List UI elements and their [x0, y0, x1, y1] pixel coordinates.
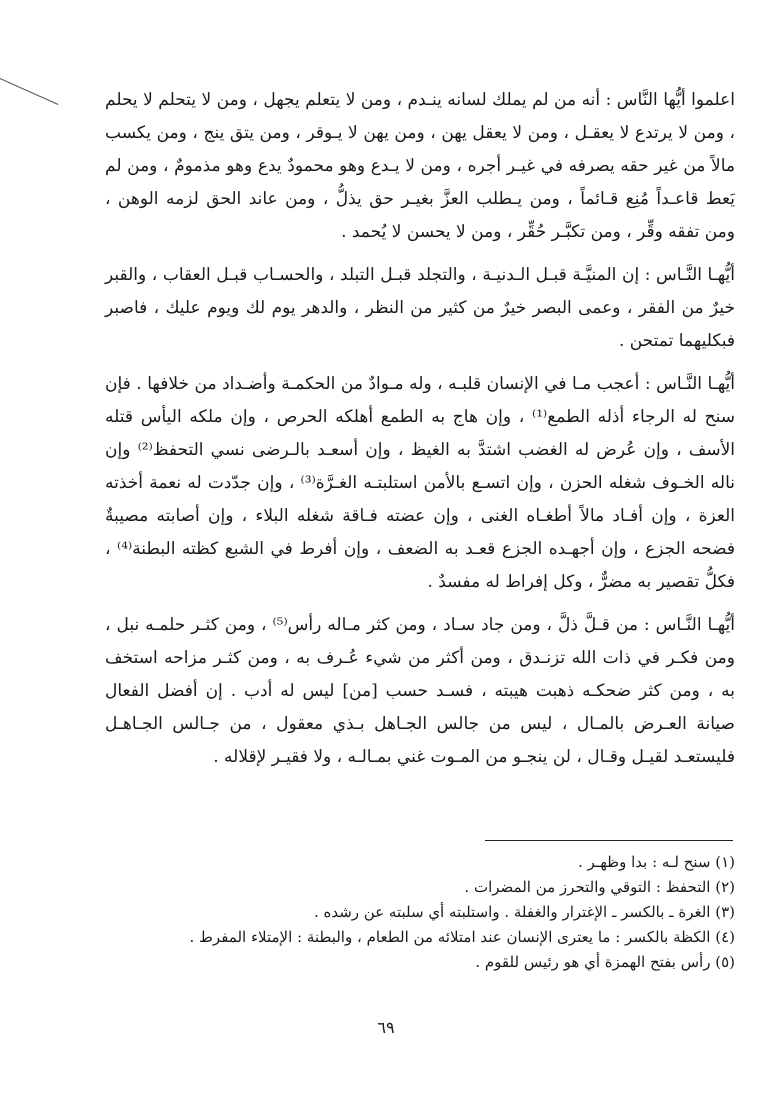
- paragraph-1: اعلموا أيُّها النَّاس : أنه من لم يملك لسانه ينـدم ، ومن لا يتعلم يجهل ، ومن لا يتحلم لا يحلم ، ومن لا يرتدع لا يعقـل ، ومن لا يعقل يهن ، ومن يهن لا يـوقر ، ومن يتق ينج ، ومن يكسب مالاً من غير حقه يصرفه في غيـر أجره ، ومن لا يـدع وهو محمودٌ يدع وهو مذمومٌ ، ومن لم يَعط قاعـداً مُنِع قـائماً ، ومن يـطلب العزَّ بغيـر حق يذلُّ ، ومن عاند الحق لزمه الوهن ، ومن تفقه وقِّر ، ومن تكبَّـر حُقِّر ، ومن لا يحسن لا يُحمد .: [105, 90, 735, 242]
- footnote-5: (٥) رأس بفتح الهمزة أي هو رئيس للقوم .: [475, 953, 735, 971]
- scan-mark-line: [0, 78, 58, 105]
- footnote-3: (٣) الغرة ـ بالكسر ـ الإغترار والغفلة . واستلبته أي سلبته عن رشده .: [313, 903, 735, 921]
- footnote-4: (٤) الكظة بالكسر : ما يعترى الإنسان عند امتلائه من الطعام ، والبطنة : الإمتلاء المفرط .: [189, 928, 735, 946]
- paragraph-4: أيُّهـا النَّـاس : من قـلَّ ذلَّ ، ومن جاد سـاد ، ومن كثر مـاله رأس⁽⁵⁾ ، ومن كثـر حلمـه نبل ، ومن فكـر في ذات الله تزنـدق ، ومن أكثر من شيء عُـرف به ، ومن كثـر مزاحه استخف به ، ومن كثر ضحكـه ذهبت هيبته ، فسـد حسب [من] ليس له أدب . إن أفضل الفعال صيانة العـرض بالمـال ، ليس من جالس الجـاهل بـذي معقول ، من جـالس الجـاهـل فليستعـد لقيـل وقـال ، لن ينجـو من المـوت غني بمـالـه ، ولا فقيـر لإقلاله .: [105, 615, 735, 767]
- paragraph-3: أيُّهـا النَّـاس : أعجب مـا في الإنسان قلبـه ، وله مـوادٌ من الحكمـة وأضـداد من خلافها . فإن سنح له الرجاء أذله الطمع⁽¹⁾ ، وإن هاج به الطمع أهلكه الحرص ، وإن ملكه اليأس قتله الأسف ، وإن عُرض له الغضب اشتدَّ به الغيظ ، وإن أسعـد بالـرضى نسي التحفظ⁽²⁾ وإن ناله الخـوف شغله الحزن ، وإن اتسـع بالأمن استلبتـه الغـرَّة⁽³⁾ ، وإن جدّدت له نعمة أخذته العزة ، وإن أفـاد مالاً أطغـاه الغنى ، وإن عضته فـاقة شغله البلاء ، وإن أصابته مصيبةٌ فضحه الجزع ، وإن أجهـده الجزع قعـد به الضعف ، وإن أفرط في الشبع كظته البطنة⁽⁴⁾ ، فكلُّ تقصير به مضرٌّ ، وكل إفراط له مفسدٌ .: [105, 374, 736, 592]
- footnote-2: (٢) التحفظ : التوقي والتحرز من المضرات .: [464, 878, 735, 896]
- footnotes: [105, 850, 735, 975]
- main-text: [105, 84, 735, 784]
- footnote-divider: [485, 840, 733, 841]
- page-number: ٦٩: [377, 1018, 395, 1037]
- paragraph-2: أيُّهـا النَّـاس : إن المنيَّـة قبـل الـدنيـة ، والتجلد قبـل التبلد ، والحسـاب قبـل العقاب ، والقبر خيرٌ من الفقر ، وعمى البصر خيرٌ من كثير من النظر ، والدهر يوم لك ويوم عليك ، فاصبر فبكليهما تمتحن .: [105, 265, 735, 351]
- footnote-1: (١) سنح لـه : بدا وظهـر .: [578, 853, 735, 871]
